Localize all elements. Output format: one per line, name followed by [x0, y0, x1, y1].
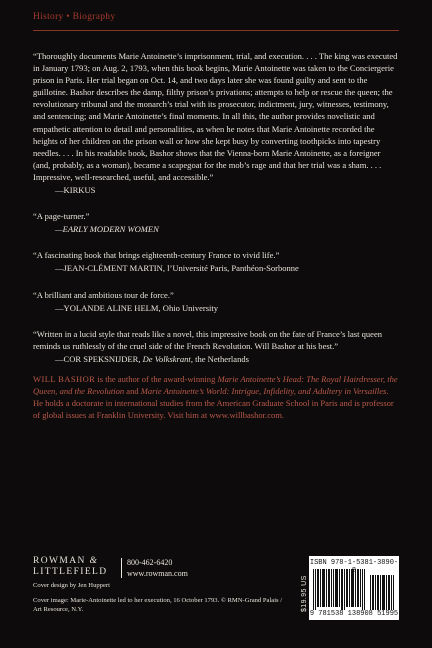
review-source: —YOLANDE ALINE HELM, Ohio University [55, 302, 219, 313]
review-source: —JEAN-CLÉMENT MARTIN, l’Université Paris, Panthéon-Sorbonne [55, 263, 299, 274]
review-quote [33, 289, 399, 314]
logo-divider [121, 558, 122, 578]
review-source-pub: De Volkskrant [142, 353, 191, 364]
review-text: “A fascinating book that brings eighteenth-century France to vivid life.” [33, 250, 280, 261]
category-label: History • Biography [33, 12, 116, 22]
price: $19.95 US [301, 575, 308, 612]
review-source-rest: , the Netherlands [190, 353, 249, 364]
isbn-label: ISBN 978-1-5381-3890- [309, 559, 399, 567]
review-source [33, 223, 399, 235]
review-text: “Thoroughly documents Marie Antoinette’s imprisonment, trial, and execution. . . . The king was executed in January 1793; on Aug. 2, 1793, when this book begins, Marie Antoinette was taken to the Conciergerie prison in Paris. Her trial began on Oct. 14, and two days later she was found guilty and sent to the guillotine. Bashor describes the damp, filthy prison’s privations; attempts to help or rescue the queen; the revolutionary tribunal and the monarch’s trial with its prosecutor, indictment, jury, witnesses, testimony, and sentencing; and Marie Antoinette’s final moments. In all this, the author provides novelistic and empathetic attention to detail and personalities, as when he notes that Marie Antoinette recorded the heights of her children on the prison wall or how she kept busy by converting toothpicks into tapestry needles. . . . In his readable book, Bashor shows that the Vienna-born Marie Antoinette, as a foreigner (and, probably, as a woman), became a scapegoat for the mob’s rage and that her trial was a sham. . . . Impressive, well-researched, useful, and accessible.” [33, 51, 398, 182]
publisher-contact [127, 557, 188, 579]
barcode-icon [313, 569, 395, 610]
review-source-name: —COR SPEKSNIJDER, [55, 353, 143, 364]
back-cover-content [33, 50, 399, 421]
review-quote [33, 328, 399, 365]
review-source: —KIRKUS [55, 185, 96, 196]
author-name: WILL BASHOR [33, 373, 96, 384]
header-rule [33, 30, 399, 31]
review-quote [33, 249, 399, 274]
barcode-digits: 9 781538 138908 51995 [309, 610, 399, 618]
review-text: “Written in a lucid style that reads like a novel, this impressive book on the fate of France’s last queen reminds us ruthlessly of the cruel side of the French Revolution. Will Bashor at his best.” [33, 328, 383, 351]
review-quote [33, 210, 399, 235]
footer [33, 556, 399, 636]
author-bio: WILL BASHOR is the author of the award-winning Marie Antoinette’s Head: The Royal Hairdresser, the Queen, and the Revolution and Marie Antoinette’s World: Intrigue, Infidelity, and Adultery in Versailles. He holds a doctorate in international studies from the American Graduate School in Paris and is professor of global issues at Franklin University. Visit him at www.willbashor.com. [33, 373, 398, 421]
review-text: “A page-turner.” [33, 211, 90, 222]
review-kirkus [33, 50, 399, 196]
publisher-website: www.rowman.com [127, 569, 188, 578]
publisher-phone: 800-462-6420 [127, 558, 173, 567]
cover-image-credit: Cover image: Marie-Antoinette led to her execution, 16 October 1793. © RMN-Grand Palais / Art Resource, N.Y. [33, 596, 283, 613]
cover-credits [33, 582, 283, 614]
review-text: “A brilliant and ambitious tour de force.” [33, 289, 174, 300]
book-title: Marie Antoinette’s Head: The Royal Hairdresser, the Queen, and the Revolution [33, 373, 398, 397]
barcode [309, 556, 399, 620]
review-source [33, 353, 399, 365]
review-source-pub: —EARLY MODERN WOMEN [55, 224, 159, 235]
publisher-logo: ROWMAN & LITTLEFIELD [33, 556, 108, 577]
cover-design-credit: Cover design by Jen Huppert [33, 582, 110, 589]
book-title: Marie Antoinette’s World: Intrigue, Infidelity, and Adultery in Versailles [140, 386, 387, 397]
